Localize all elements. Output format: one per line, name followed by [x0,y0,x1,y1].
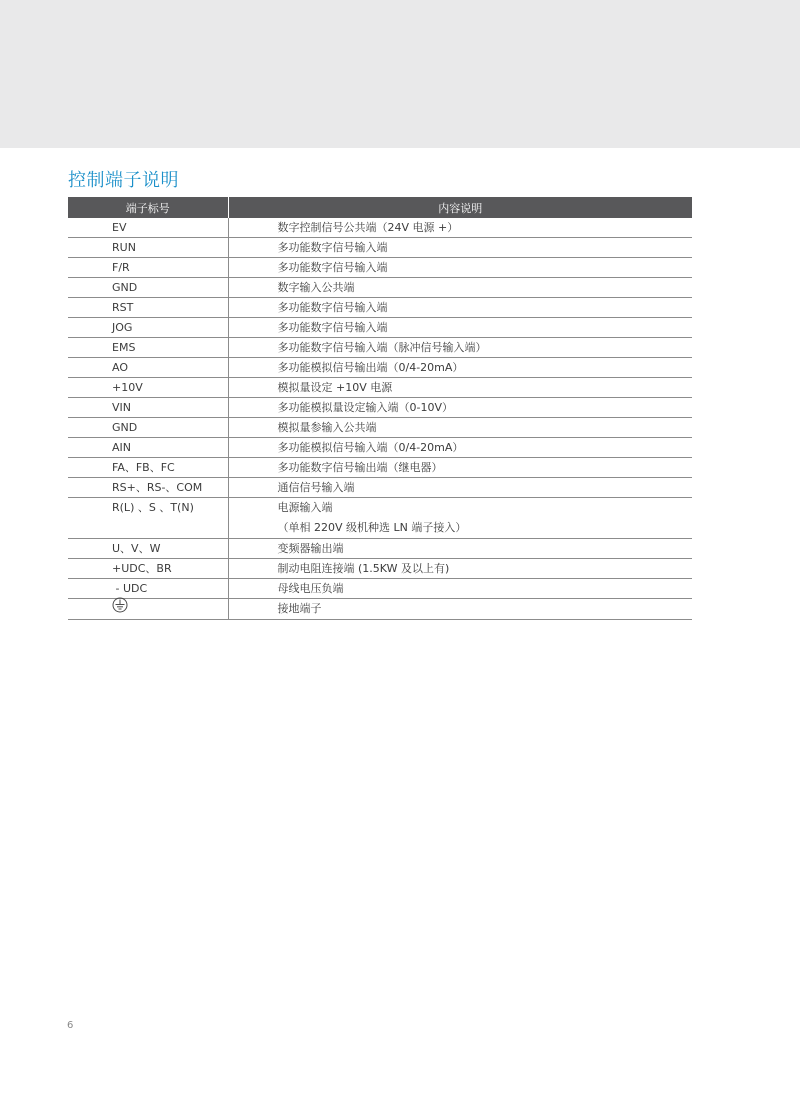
table-row [68,559,692,579]
table-row [68,218,692,238]
terminal-description: 多功能模拟信号输出端（0/4-20mA） [228,358,692,378]
table-row [68,458,692,478]
section-title: 控制端子说明 [68,170,179,191]
terminal-description: 多功能模拟量设定输入端（0-10V） [228,398,692,418]
terminal-label [68,599,228,620]
terminal-description: 数字输入公共端 [228,278,692,298]
terminal-label: RST [68,298,228,318]
terminal-description: 制动电阻连接端 (1.5KW 及以上有) [228,559,692,579]
terminal-label: JOG [68,318,228,338]
terminal-label: GND [68,278,228,298]
terminal-label: AO [68,358,228,378]
terminal-description: 多功能数字信号输入端 [228,238,692,258]
terminal-label: VIN [68,398,228,418]
terminal-description: 通信信号输入端 [228,478,692,498]
terminal-label: RS+、RS-、COM [68,478,228,498]
terminal-label: +10V [68,378,228,398]
table-row [68,498,692,539]
terminal-table [68,197,692,620]
terminal-label: AIN [68,438,228,458]
terminal-label: F/R [68,258,228,278]
table-row [68,418,692,438]
column-header-description: 内容说明 [228,197,692,218]
table-row [68,298,692,318]
terminal-description: 数字控制信号公共端（24V 电源 +） [228,218,692,238]
terminal-label: R(L) 、S 、T(N) [68,498,228,539]
terminal-description: 变频器输出端 [228,539,692,559]
terminal-label: U、V、W [68,539,228,559]
terminal-description: 多功能数字信号输出端（继电器） [228,458,692,478]
terminal-label: GND [68,418,228,438]
terminal-description: 接地端子 [228,599,692,620]
table-row [68,278,692,298]
terminal-label: +UDC、BR [68,559,228,579]
table-row [68,478,692,498]
terminal-description: 多功能数字信号输入端（脉冲信号输入端） [228,338,692,358]
table-row [68,378,692,398]
table-row [68,238,692,258]
page-number: 6 [67,1020,74,1031]
table-row [68,579,692,599]
terminal-label: - UDC [68,579,228,599]
table-row [68,539,692,559]
terminal-label: EMS [68,338,228,358]
terminal-description: 多功能数字信号输入端 [228,258,692,278]
table-row [68,438,692,458]
table-row [68,358,692,378]
column-header-terminal: 端子标号 [68,197,228,218]
terminal-description: 母线电压负端 [228,579,692,599]
description-line: （单相 220V 级机种选 LN 端子接入） [277,521,467,534]
terminal-description: 多功能数字信号输入端 [228,318,692,338]
ground-icon [112,597,128,619]
terminal-description [228,498,692,539]
terminal-description: 模拟量设定 +10V 电源 [228,378,692,398]
table-row [68,338,692,358]
top-banner [0,0,800,148]
terminal-description: 多功能模拟信号输入端（0/4-20mA） [228,438,692,458]
table-row [68,258,692,278]
table-header-row [68,197,692,218]
table-row [68,599,692,620]
terminal-label: FA、FB、FC [68,458,228,478]
terminal-label: EV [68,218,228,238]
terminal-description: 模拟量参输入公共端 [228,418,692,438]
terminal-label: RUN [68,238,228,258]
terminal-description: 多功能数字信号输入端 [228,298,692,318]
description-line: 电源输入端 [277,501,333,514]
table-row [68,318,692,338]
table-row [68,398,692,418]
